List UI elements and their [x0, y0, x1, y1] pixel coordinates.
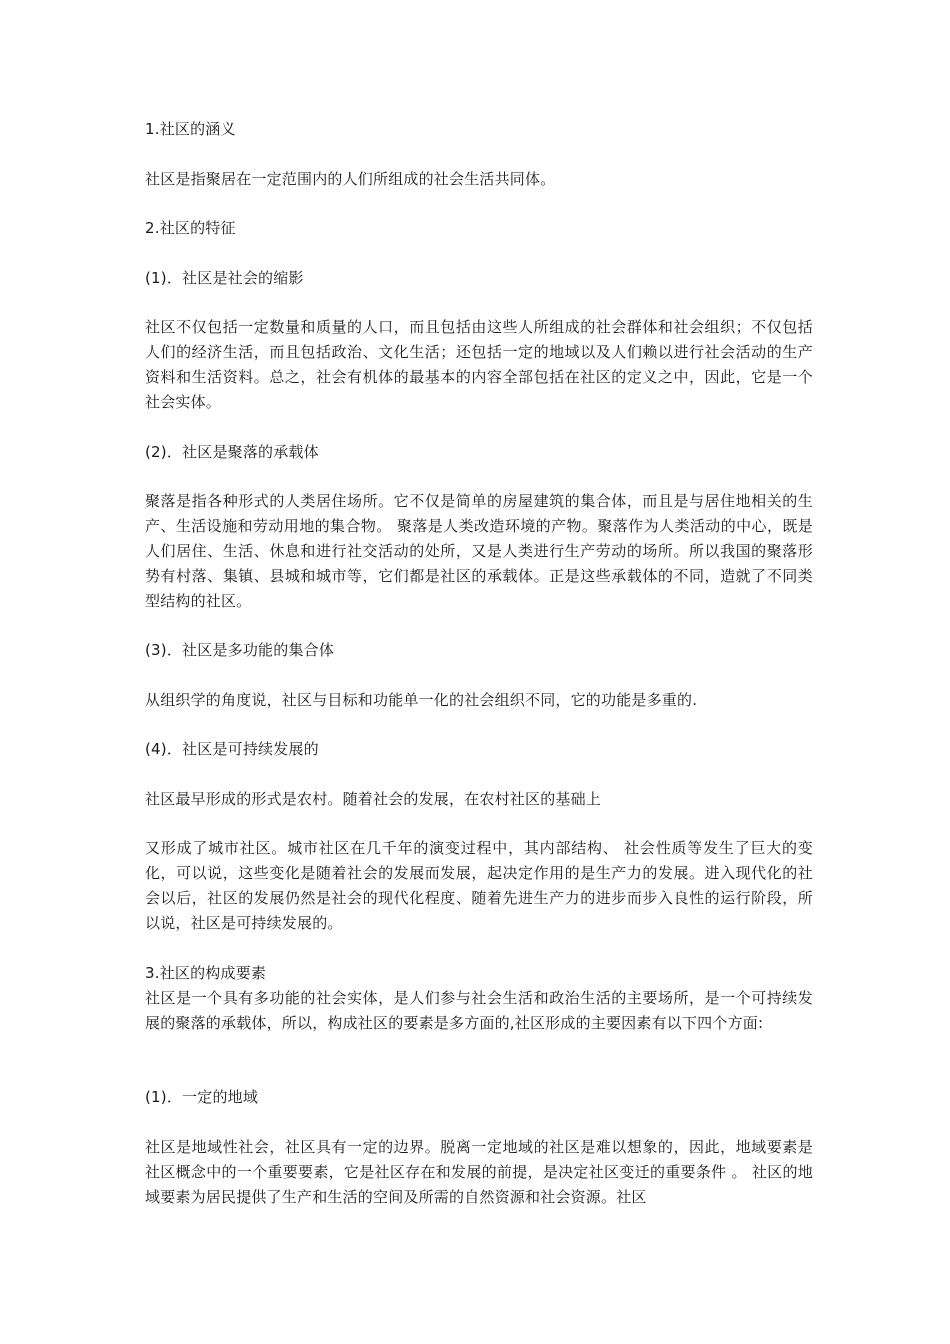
subheading-3-1: (1)．一定的地域	[145, 1088, 259, 1106]
paragraph-definition: 社区是指聚居在一定范围内的人们所组成的社会生活共同体。	[145, 170, 556, 188]
section-heading-3: 3.社区的构成要素	[145, 964, 267, 982]
paragraph-3: 社区是一个具有多功能的社会实体，是人们参与社会生活和政治生活的主要场所，是一个可持续发展的聚落的承载体，所以，构成社区的要素是多方面的,社区形成的主要因素有以下四个方面:	[145, 989, 813, 1032]
paragraph-2-3: 从组织学的角度说，社区与目标和功能单一化的社会组织不同，它的功能是多重的.	[145, 691, 698, 709]
paragraph-2-4b: 又形成了城市社区。城市社区在几千年的演变过程中，其内部结构、 社会性质等发生了巨大的变化，可以说，这些变化是随着社会的发展而发展，起决定作用的是生产力的发展。进入现代化的社会以后，社区的发展仍然是社会的现代化程度、随着先进生产力的进步而步入良性的运行阶段，所以说，社区是可持续发展的。	[145, 839, 813, 932]
subheading-2-2: (2)．社区是聚落的承载体	[145, 443, 319, 461]
paragraph-2-2: 聚落是指各种形式的人类居住场所。它不仅是简单的房屋建筑的集合体，而且是与居住地相关的生产、生活设施和劳动用地的集合物。 聚落是人类改造环境的产物。聚落作为人类活动的中心，既是人们居住、生活、休息和进行社交活动的处所，又是人类进行生产劳动的场所。所以我国的聚落形势有村落、集镇、县城和城市等，它们都是社区的承载体。正是这些承载体的不同，造就了不同类型结构的社区。	[145, 492, 813, 610]
paragraph-2-1: 社区不仅包括一定数量和质量的人口，而且包括由这些人所组成的社会群体和社会组织；不仅包括人们的经济生活，而且包括政治、文化生活；还包括一定的地域以及人们赖以进行社会活动的生产资料和生活资料。总之，社会有机体的最基本的内容全部包括在社区的定义之中，因此，它是一个社会实体。	[145, 318, 813, 411]
section-heading-1: 1.社区的涵义	[145, 120, 236, 138]
paragraph-2-4a: 社区最早形成的形式是农村。随着社会的发展，在农村社区的基础上	[145, 790, 602, 808]
paragraph-3-1: 社区是地域性社会，社区具有一定的边界。脱离一定地域的社区是难以想象的，因此，地域要素是社区概念中的一个重要要素，它是社区存在和发展的前提，是决定社区变迁的重要条件 。 社区的地域要素为居民提供了生产和生活的空间及所需的自然资源和社会资源。社区	[145, 1138, 813, 1206]
subheading-2-3: (3)．社区是多功能的集合体	[145, 641, 335, 659]
subheading-2-1: (1)．社区是社会的缩影	[145, 269, 304, 287]
subheading-2-4: (4)．社区是可持续发展的	[145, 740, 319, 758]
section-heading-2: 2.社区的特征	[145, 219, 236, 237]
